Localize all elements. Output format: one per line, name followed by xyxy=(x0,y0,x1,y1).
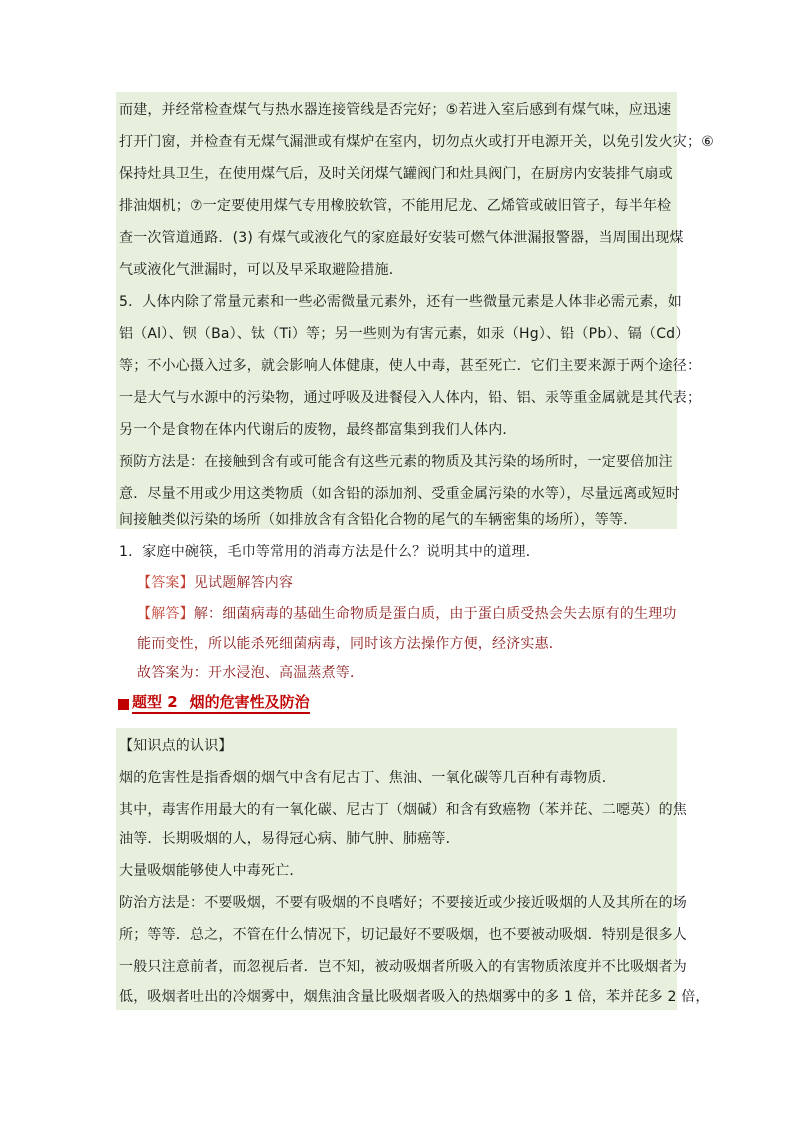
paragraph-line: 一是大气与水源中的污染物，通过呼吸及进餐侵入人体内，铅、铝、汞等重金属就是其代表； xyxy=(119,390,702,406)
section-heading-text xyxy=(132,694,310,714)
paragraph-line: 等；不小心摄入过多，就会影响人体健康，使人中毒，甚至死亡．它们主要来源于两个途径： xyxy=(119,358,702,374)
paragraph-line: 另一个是食物在体内代谢后的废物，最终都富集到我们人体内． xyxy=(119,422,517,438)
paragraph-line: 预防方法是：在接触到含有或可能含有这些元素的物质及其污染的场所时，一定要倍加注 xyxy=(119,454,673,470)
paragraph-line: 间接触类似污染的场所（如排放含有含铅化合物的尾气的车辆密集的场所），等等． xyxy=(119,512,638,528)
solution-line-2: 能而变性，所以能杀死细菌病毒，同时该方法操作方便，经济实惠． xyxy=(137,636,563,652)
solution-line-1 xyxy=(137,605,677,623)
square-bullet-icon xyxy=(118,699,129,710)
paragraph-line: 保持灶具卫生，在使用煤气后，及时关闭煤气罐阀门和灶具阀门，在厨房内安装排气扇或 xyxy=(119,166,673,182)
knowledge-heading: 【知识点的认识】 xyxy=(119,738,233,754)
question-text: 1．家庭中碗筷，毛巾等常用的消毒方法是什么？说明其中的道理． xyxy=(119,544,540,560)
solution-text: 解：细菌病毒的基础生命物质是蛋白质，由于蛋白质受热会失去原有的生理功 xyxy=(193,606,677,622)
answer-text: 见试题解答内容 xyxy=(193,575,294,591)
paragraph-line: 所；等等．总之，不管在什么情况下，切记最好不要吸烟，也不要被动吸烟．特别是很多人 xyxy=(119,927,687,943)
paragraph-line: 查一次管道通路．(3) 有煤气或液化气的家庭最好安装可燃气体泄漏报警器，当周围出现煤 xyxy=(119,230,684,246)
paragraph-line: 5．人体内除了常量元素和一些必需微量元素外，还有一些微量元素是人体非必需元素，如 xyxy=(119,294,682,310)
paragraph-line: 低，吸烟者吐出的冷烟雾中，烟焦油含量比吸烟者吸入的热烟雾中的多 1 倍，苯并芘多 2 倍， xyxy=(119,989,710,1005)
section-heading xyxy=(118,694,310,714)
paragraph-line: 铝（Al）、钡（Ba）、钛（Ti）等；另一些则为有害元素，如汞（Hg）、铅（Pb）、镉（Cd） xyxy=(119,326,690,342)
section-number: 题型 2 xyxy=(132,693,178,711)
paragraph-line: 而建，并经常检查煤气与热水器连接管线是否完好；⑤若进入室后感到有煤气味，应迅速 xyxy=(119,102,672,118)
solution-label: 【解答】 xyxy=(137,606,194,622)
paragraph-line: 防治方法是：不要吸烟，不要有吸烟的不良嗜好；不要接近或少接近吸烟的人及其所在的场 xyxy=(119,895,687,911)
solution-line-3: 故答案为：开水浸泡、高温蒸煮等． xyxy=(137,665,365,681)
answer-line xyxy=(137,574,293,592)
paragraph-line: 气或液化气泄漏时，可以及早采取避险措施． xyxy=(119,262,403,278)
paragraph-line: 烟的危害性是指香烟的烟气中含有尼古丁、焦油、一氧化碳等几百种有毒物质． xyxy=(119,770,616,786)
paragraph-line: 其中，毒害作用最大的有一氧化碳、尼古丁（烟碱）和含有致癌物（苯并芘、二噁英）的焦 xyxy=(119,802,687,818)
paragraph-line: 打开门窗，并检查有无煤气漏泄或有煤炉在室内，切勿点火或打开电源开关，以免引发火灾；⑥ xyxy=(119,134,714,150)
paragraph-line: 大量吸烟能够使人中毒死亡． xyxy=(119,863,304,879)
paragraph-line: 意．尽量不用或少用这类物质（如含铅的添加剂、受重金属污染的水等），尽量远离或短时 xyxy=(119,486,680,502)
paragraph-line: 油等．长期吸烟的人，易得冠心病、肺气肿、肺癌等． xyxy=(119,831,460,847)
section-title: 烟的危害性及防治 xyxy=(189,693,310,711)
paragraph-line: 一般只注意前者，而忽视后者．岂不知，被动吸烟者所吸入的有害物质浓度并不比吸烟者为 xyxy=(119,959,687,975)
answer-label: 【答案】 xyxy=(137,575,194,591)
paragraph-line: 排油烟机；⑦一定要使用煤气专用橡胶软管，不能用尼龙、乙烯管或破旧管子，每半年检 xyxy=(119,198,672,214)
